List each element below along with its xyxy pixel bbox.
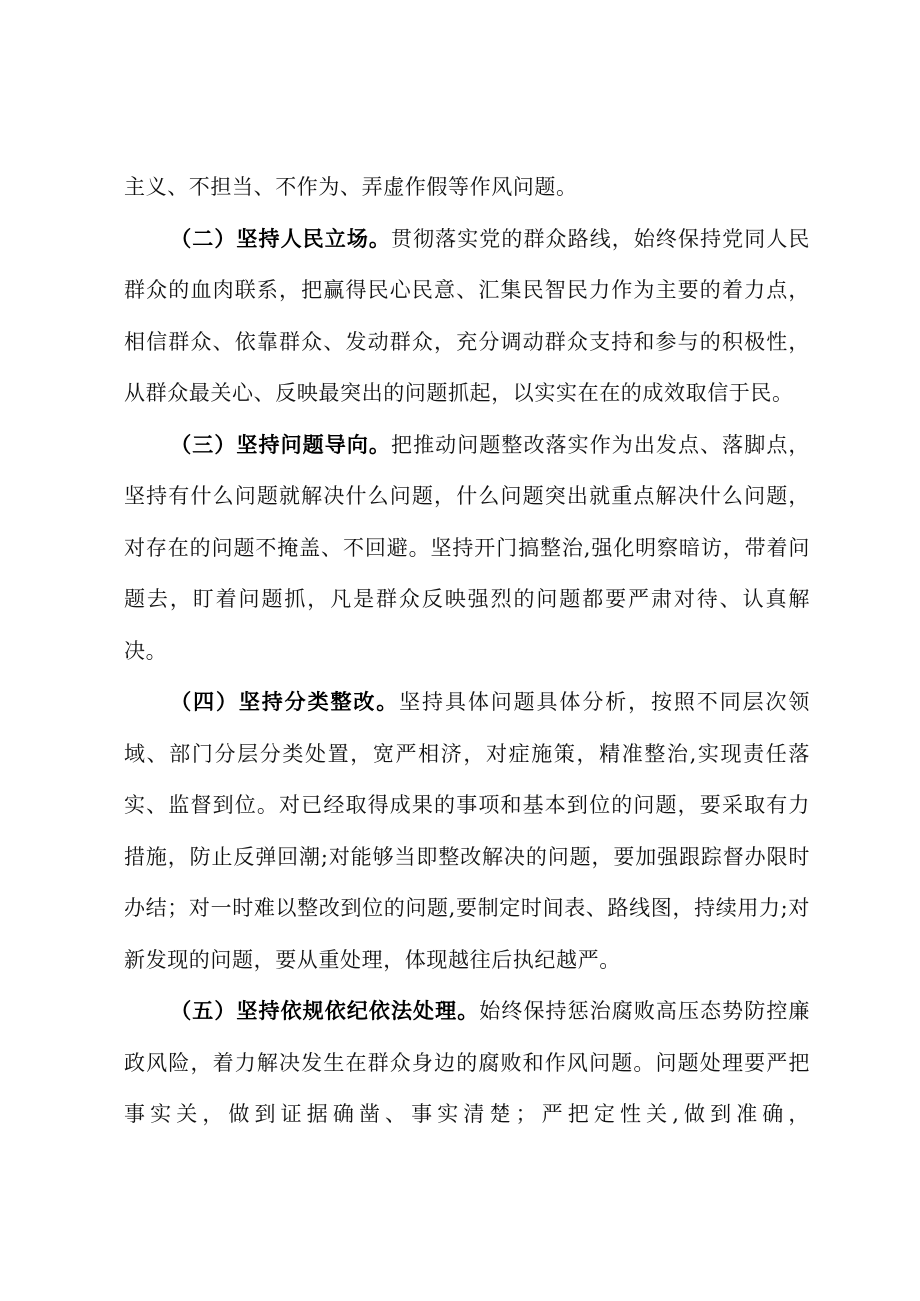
paragraph-text: 把推动问题整改落实作为出发点、落脚点，坚持有什么问题就解决什么问题，什么问题突出就重点解决什么问题，对存在的问题不掩盖、不回避。坚持开门搞整治,强化明察暗访，带着问题去，盯着问题抓，凡是群众反映强烈的问题都要严肃对待、认真解决。 [124, 432, 811, 663]
paragraph-lawful-handling [124, 986, 810, 1141]
paragraph-people-stance [124, 214, 810, 420]
section-heading: （二）坚持人民立场。 [170, 226, 391, 251]
paragraph-problem-orientation [124, 420, 810, 678]
paragraph-text: 始终保持惩治腐败高压态势防控廉政风险，着力解决发生在群众身边的腐败和作风问题。问题处理要严把事实关，做到证据确凿、事实清楚；严把定性关,做到准确， [124, 999, 810, 1126]
paragraph-text: 贯彻落实党的群众路线，始终保持党同人民群众的血肉联系，把赢得民心民意、汇集民智民力作为主要的着力点，相信群众、依靠群众、发动群众，充分调动群众支持和参与的积极性，从群众最关心、反映最突出的问题抓起，以实实在在的成效取信于民。 [124, 226, 811, 405]
section-heading: （五）坚持依规依纪依法处理。 [170, 999, 480, 1023]
paragraph-classified-rectification [124, 677, 810, 986]
paragraph-text: 坚持具体问题具体分析，按照不同层次领域、部门分层分类处置，宽严相济，对症施策，精准整治,实现责任落实、监督到位。对已经取得成果的事项和基本到位的问题，要采取有力措施，防止反弹回潮;对能够当即整改解决的问题，要加强跟踪督办限时办结；对一时难以整改到位的问题,要制定时间表、路线图，持续用力;对新发现的问题，要从重处理，体现越往后执纪越严。 [124, 690, 810, 972]
paragraph-text: 主义、不担当、不作为、弄虚作假等作风问题。 [124, 175, 578, 199]
section-heading: （三）坚持问题导向。 [170, 432, 391, 457]
document-body [124, 162, 810, 1141]
paragraph-continuation [124, 162, 810, 214]
section-heading: （四）坚持分类整改。 [170, 690, 400, 714]
